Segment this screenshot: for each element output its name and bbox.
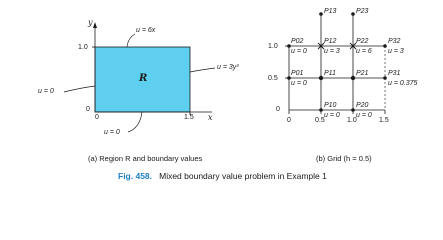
caption-b: (b) Grid (h = 0.5) xyxy=(316,154,372,163)
label-p12: P12 xyxy=(324,38,337,45)
label-p31: P31 xyxy=(388,70,401,77)
figure-caption-label: Fig. 458. xyxy=(118,171,153,181)
figure-caption-text: Mixed boundary value problem in Example 1 xyxy=(159,171,327,181)
node-p32 xyxy=(383,44,387,48)
grid-x-label-05: 0.5 xyxy=(315,117,325,124)
value-u12: u = 3 xyxy=(324,48,340,55)
label-p10: P10 xyxy=(324,102,337,109)
bc-top-label: u = 6x xyxy=(136,27,156,34)
caption-a: (a) Region R and boundary values xyxy=(88,154,203,163)
label-p21: P21 xyxy=(356,70,369,77)
value-u01: u = 0 xyxy=(291,80,307,87)
y-axis-label: y xyxy=(88,18,93,27)
grid-x-label-10: 1.0 xyxy=(347,117,357,124)
label-p13: P13 xyxy=(324,8,337,15)
node-p10 xyxy=(319,108,323,112)
figure-caption xyxy=(118,171,327,181)
x-tick-label-15: 1.5 xyxy=(184,114,194,121)
node-p11 xyxy=(319,76,323,80)
grid-x-label-15: 1.5 xyxy=(379,117,389,124)
bc-right-label: u = 3y³ xyxy=(217,64,239,71)
node-p21 xyxy=(351,76,355,80)
label-p02: P02 xyxy=(291,38,304,45)
value-u20: u = 0 xyxy=(356,112,372,119)
y-tick-label-0: 0 xyxy=(86,106,90,113)
grid-y-label-05: 0.5 xyxy=(268,75,278,82)
bc-left-label: u = 0 xyxy=(38,88,54,95)
label-p01: P01 xyxy=(291,70,304,77)
value-u31: u = 0.375 xyxy=(388,80,418,87)
value-u32: u = 3 xyxy=(388,48,404,55)
label-p32: P32 xyxy=(388,38,401,45)
region-label: R xyxy=(139,73,148,84)
node-p31 xyxy=(383,76,387,80)
x-tick-label-0: 0 xyxy=(95,114,99,121)
value-u02: u = 0 xyxy=(291,48,307,55)
x-axis-label: x xyxy=(208,113,213,122)
label-p23: P23 xyxy=(356,8,369,15)
value-u22: u = 6 xyxy=(356,48,372,55)
node-p13 xyxy=(319,12,323,16)
grid-x-label-0: 0 xyxy=(287,117,291,124)
label-p22: P22 xyxy=(356,38,369,45)
grid-y-label-10: 1.0 xyxy=(268,43,278,50)
y-tick-label-1: 1.0 xyxy=(78,44,88,51)
node-p23 xyxy=(351,12,355,16)
label-p20: P20 xyxy=(356,102,369,109)
grid-y-label-0: 0 xyxy=(276,106,280,113)
node-p20 xyxy=(351,108,355,112)
bc-bottom-label: u = 0 xyxy=(104,129,120,136)
label-p11: P11 xyxy=(324,70,336,77)
value-u10: u = 0 xyxy=(324,112,340,119)
